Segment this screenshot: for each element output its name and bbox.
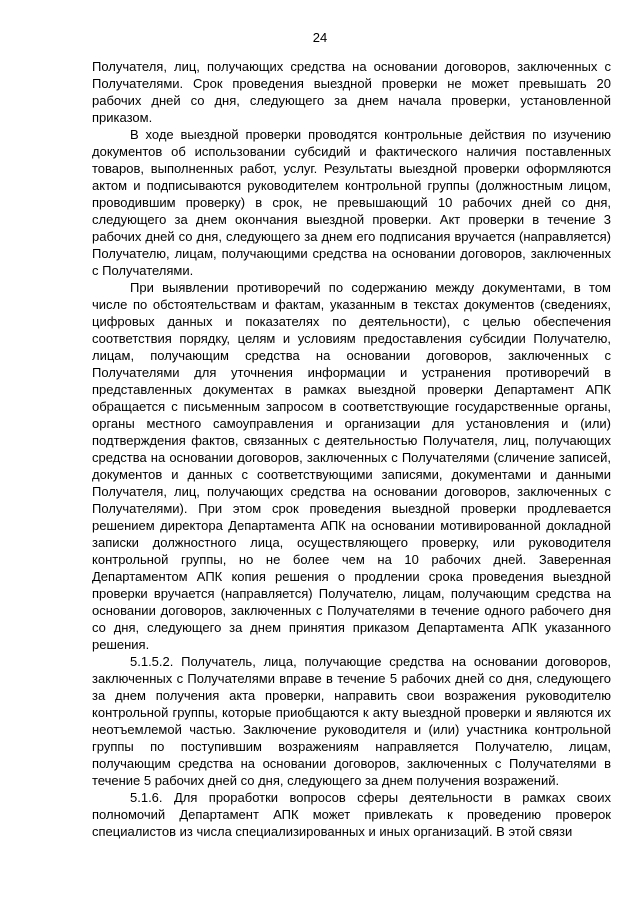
paragraph-continuation: Получателя, лиц, получающих средства на основании договоров, заключенных с Получателями. Срок проведения выездной проверки не может превышать 20 рабочих дней со дня, следующего за днем начала проверки, установленной приказом. [92, 59, 611, 125]
paragraph-5-1-5-2: 5.1.5.2. Получатель, лица, получающие средства на основании договоров, заключенных с Получателями вправе в течение 5 рабочих дней со дня, следующего за днем получения акта проверки, направить свои возражения руководителю контрольной группы, которые приобщаются к акту выездной проверки и являются их неотъемлемой частью. Заключение руководителя и (или) участника контрольной группы по поступившим возражениям направляется Получателю, лицам, получающим средства на основании договоров, заключенных с Получателями в течение 5 рабочих дней со дня, следующего за днем получения возражений. [92, 654, 611, 788]
page-number: 24 [312, 30, 328, 45]
paragraph-field-inspection: В ходе выездной проверки проводятся контрольные действия по изучению документов об использовании субсидий и фактического наличия поставленных товаров, выполненных работ, услуг. Результаты выездной проверки оформляются актом и подписываются руководителем контрольной группы (должностным лицом, проводившим проверку) в срок, не превышающий 10 рабочих дней со дня, следующего за днем окончания выездной проверки. Акт проверки в течение 3 рабочих дней со дня, следующего за днем его подписания вручается (направляется) Получателю, лицам, получающими средства на основании договоров, заключенных с Получателями. [92, 127, 611, 278]
paragraph-contradictions: При выявлении противоречий по содержанию между документами, в том числе по обстоятельствам и фактам, указанным в текстах документов (сведениях, цифровых данных и показателях по деятельности), с целью обеспечения соответствия порядку, целям и условиям предоставления субсидии Получателю, лицам, получающим средства на основании договоров, заключенных с Получателями для уточнения информации и устранения противоречий в представленных документах в рамках выездной проверки Департамент АПК обращается с письменным запросом в соответствующие государственные органы, органы местного самоуправления и организации для установления и (или) подтверждения фактов, связанных с деятельностью Получателя, лиц, получающих средства на основании договоров, заключенных с Получателями (сличение записей, документов и данных с соответствующими записями, документами и данными Получателя, лиц, получающих средства на основании договоров, заключенных с Получателями). При этом срок проведения выездной проверки продлевается решением директора Департамента АПК на основании мотивированной докладной записки должностного лица, осуществляющего проверку, или руководителя контрольной группы, но не более чем на 10 рабочих дней. Заверенная Департаментом АПК копия решения о продлении срока проведения выездной проверки вручается (направляется) Получателю, лицам, получающим средства на основании договоров, заключенных с Получателями в течение одного рабочего дня со дня, следующего за днем принятия приказом Департамента АПК указанного решения. [92, 280, 611, 652]
paragraph-5-1-6: 5.1.6. Для проработки вопросов сферы деятельности в рамках своих полномочий Департамент АПК может привлекать к проведению проверок специалистов из числа специализированных и иных организаций. В этой связи [92, 790, 611, 839]
document-body [92, 58, 611, 840]
